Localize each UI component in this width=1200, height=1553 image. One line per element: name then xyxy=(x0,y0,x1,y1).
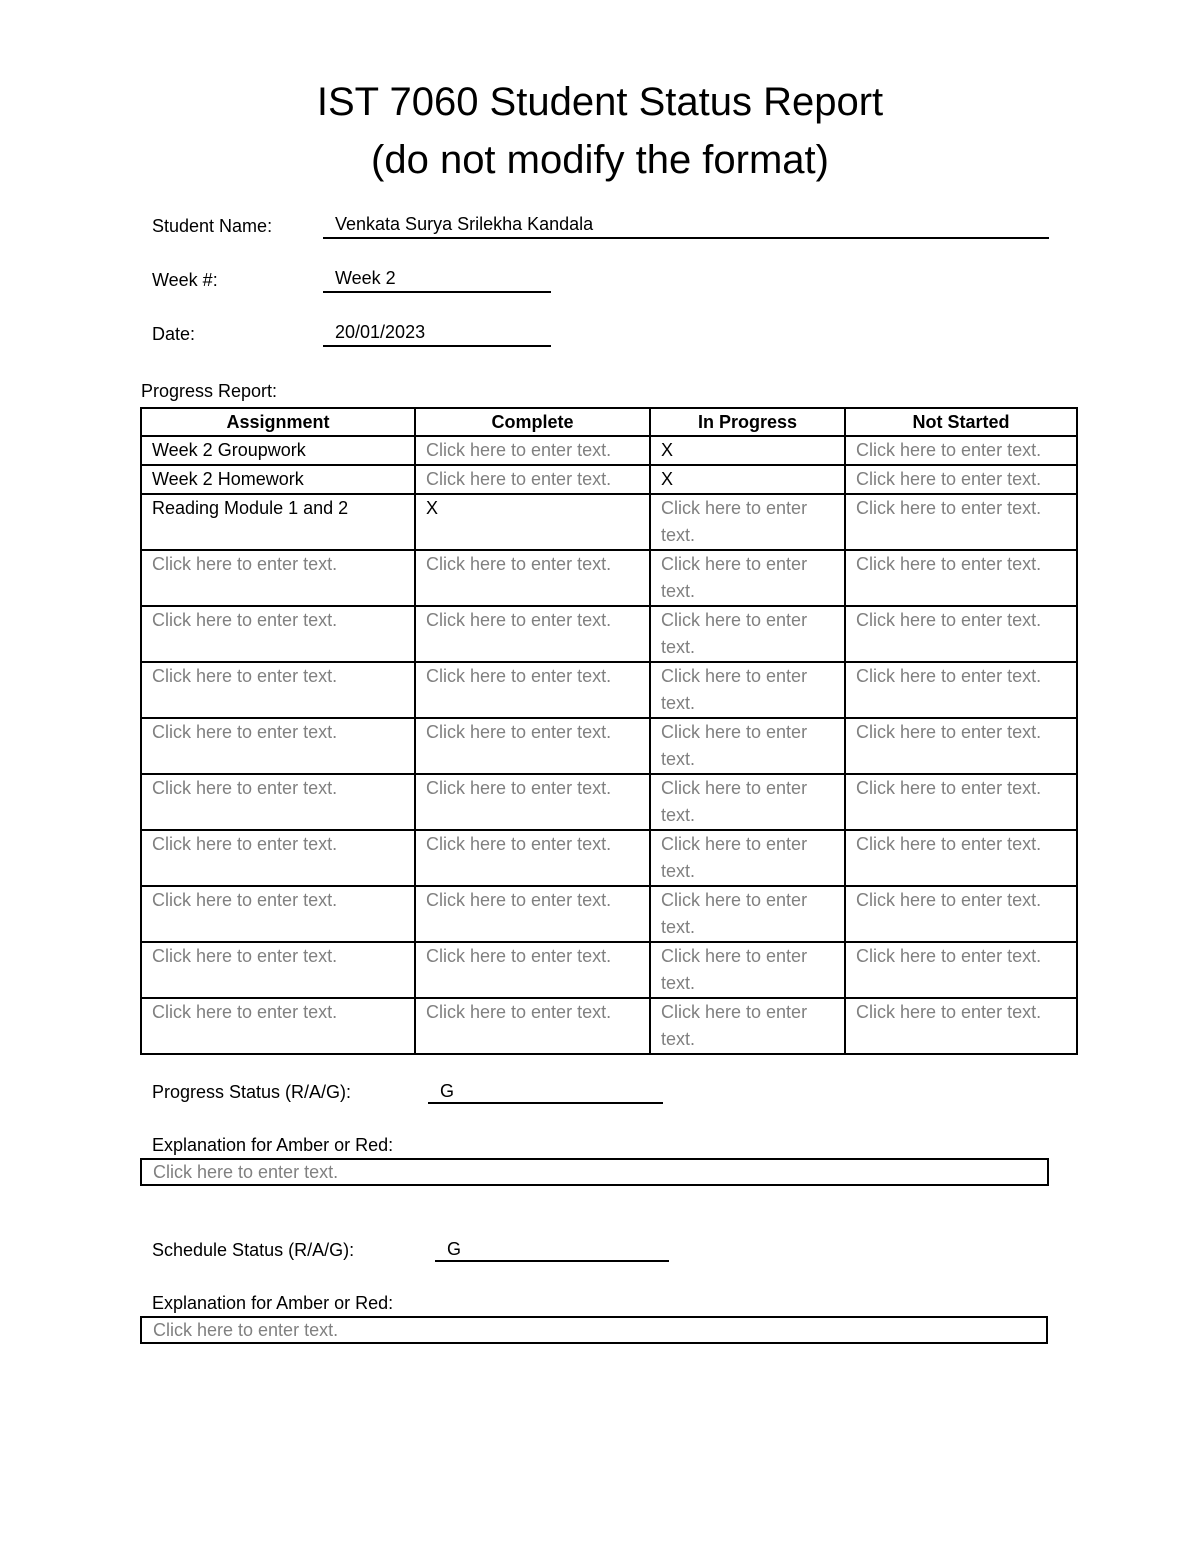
progress-table xyxy=(140,407,1078,1055)
cell-not-started[interactable]: Click here to enter text. xyxy=(845,550,1077,606)
table-row xyxy=(141,436,1077,465)
table-row xyxy=(141,942,1077,998)
cell-not-started[interactable]: Click here to enter text. xyxy=(845,942,1077,998)
cell-assignment[interactable]: Week 2 Groupwork xyxy=(141,436,415,465)
cell-not-started[interactable]: Click here to enter text. xyxy=(845,494,1077,550)
progress-status-label: Progress Status (R/A/G): xyxy=(152,1082,352,1102)
table-row xyxy=(141,662,1077,718)
cell-in-progress[interactable]: Click here to enter text. xyxy=(650,774,845,830)
cell-complete[interactable]: Click here to enter text. xyxy=(415,465,650,494)
cell-in-progress[interactable]: Click here to enter text. xyxy=(650,830,845,886)
cell-in-progress[interactable]: X xyxy=(650,436,845,465)
schedule-explanation-label: Explanation for Amber or Red: xyxy=(152,1293,394,1313)
cell-not-started[interactable]: Click here to enter text. xyxy=(845,886,1077,942)
cell-assignment[interactable]: Click here to enter text. xyxy=(141,606,415,662)
cell-complete[interactable]: Click here to enter text. xyxy=(415,550,650,606)
cell-complete[interactable]: Click here to enter text. xyxy=(415,886,650,942)
cell-not-started[interactable]: Click here to enter text. xyxy=(845,718,1077,774)
cell-assignment[interactable]: Click here to enter text. xyxy=(141,718,415,774)
student-name-label: Student Name: xyxy=(152,216,273,236)
cell-in-progress[interactable]: Click here to enter text. xyxy=(650,662,845,718)
table-row xyxy=(141,886,1077,942)
table-row xyxy=(141,465,1077,494)
progress-explanation-label: Explanation for Amber or Red: xyxy=(152,1135,394,1155)
date-label: Date: xyxy=(152,324,196,344)
schedule-status-field[interactable]: G xyxy=(435,1238,669,1262)
cell-complete[interactable]: Click here to enter text. xyxy=(415,998,650,1054)
table-row xyxy=(141,606,1077,662)
student-name-field[interactable]: Venkata Surya Srilekha Kandala xyxy=(323,213,1049,239)
cell-in-progress[interactable]: X xyxy=(650,465,845,494)
cell-in-progress[interactable]: Click here to enter text. xyxy=(650,886,845,942)
cell-complete[interactable]: Click here to enter text. xyxy=(415,830,650,886)
table-row xyxy=(141,774,1077,830)
cell-not-started[interactable]: Click here to enter text. xyxy=(845,774,1077,830)
cell-complete[interactable]: Click here to enter text. xyxy=(415,718,650,774)
cell-in-progress[interactable]: Click here to enter text. xyxy=(650,494,845,550)
cell-not-started[interactable]: Click here to enter text. xyxy=(845,436,1077,465)
cell-assignment[interactable]: Week 2 Homework xyxy=(141,465,415,494)
report-subtitle: (do not modify the format) xyxy=(371,138,829,182)
cell-assignment[interactable]: Reading Module 1 and 2 xyxy=(141,494,415,550)
cell-not-started[interactable]: Click here to enter text. xyxy=(845,606,1077,662)
report-title: IST 7060 Student Status Report xyxy=(316,80,884,124)
cell-complete[interactable]: X xyxy=(415,494,650,550)
cell-complete[interactable]: Click here to enter text. xyxy=(415,662,650,718)
cell-assignment[interactable]: Click here to enter text. xyxy=(141,774,415,830)
cell-in-progress[interactable]: Click here to enter text. xyxy=(650,942,845,998)
cell-assignment[interactable]: Click here to enter text. xyxy=(141,830,415,886)
week-label: Week #: xyxy=(152,270,218,290)
table-row xyxy=(141,998,1077,1054)
table-row xyxy=(141,830,1077,886)
header-assignment: Assignment xyxy=(141,408,415,436)
progress-explanation-field[interactable]: Click here to enter text. xyxy=(140,1158,1049,1186)
cell-assignment[interactable]: Click here to enter text. xyxy=(141,662,415,718)
table-header-row xyxy=(141,408,1077,436)
progress-report-label: Progress Report: xyxy=(141,381,278,401)
week-field[interactable]: Week 2 xyxy=(323,267,551,293)
cell-in-progress[interactable]: Click here to enter text. xyxy=(650,606,845,662)
progress-status-field[interactable]: G xyxy=(428,1080,663,1104)
schedule-explanation-field[interactable]: Click here to enter text. xyxy=(140,1316,1048,1344)
cell-complete[interactable]: Click here to enter text. xyxy=(415,774,650,830)
schedule-status-label: Schedule Status (R/A/G): xyxy=(152,1240,355,1260)
cell-assignment[interactable]: Click here to enter text. xyxy=(141,942,415,998)
table-row xyxy=(141,550,1077,606)
cell-complete[interactable]: Click here to enter text. xyxy=(415,436,650,465)
date-field[interactable]: 20/01/2023 xyxy=(323,321,551,347)
header-not-started: Not Started xyxy=(845,408,1077,436)
cell-assignment[interactable]: Click here to enter text. xyxy=(141,550,415,606)
cell-not-started[interactable]: Click here to enter text. xyxy=(845,830,1077,886)
cell-assignment[interactable]: Click here to enter text. xyxy=(141,886,415,942)
cell-in-progress[interactable]: Click here to enter text. xyxy=(650,998,845,1054)
cell-not-started[interactable]: Click here to enter text. xyxy=(845,998,1077,1054)
header-in-progress: In Progress xyxy=(650,408,845,436)
cell-complete[interactable]: Click here to enter text. xyxy=(415,606,650,662)
table-row xyxy=(141,718,1077,774)
cell-complete[interactable]: Click here to enter text. xyxy=(415,942,650,998)
table-row xyxy=(141,494,1077,550)
cell-not-started[interactable]: Click here to enter text. xyxy=(845,662,1077,718)
header-complete: Complete xyxy=(415,408,650,436)
cell-assignment[interactable]: Click here to enter text. xyxy=(141,998,415,1054)
cell-in-progress[interactable]: Click here to enter text. xyxy=(650,550,845,606)
cell-not-started[interactable]: Click here to enter text. xyxy=(845,465,1077,494)
cell-in-progress[interactable]: Click here to enter text. xyxy=(650,718,845,774)
